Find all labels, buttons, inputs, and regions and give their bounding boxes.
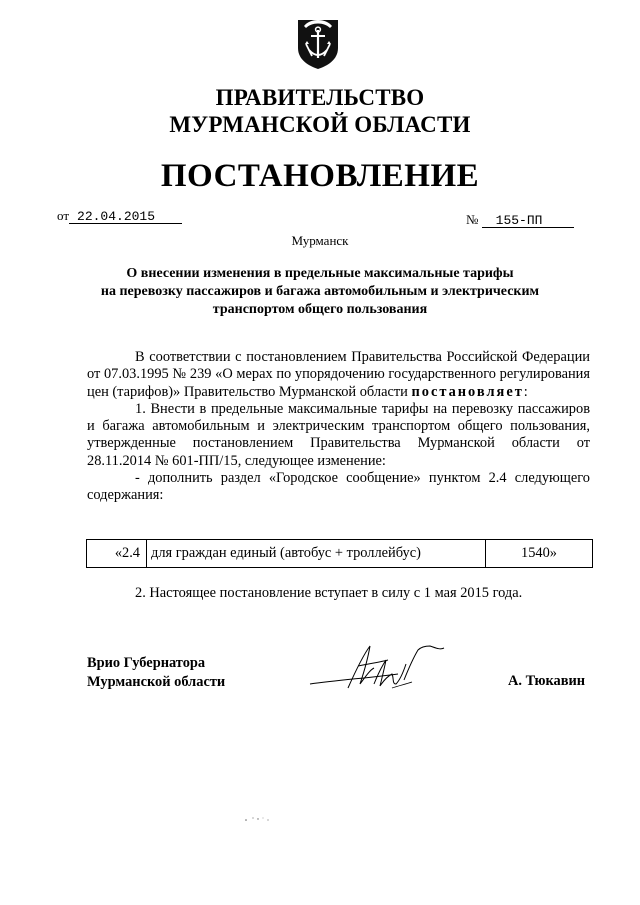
title-line: транспортом общего пользования xyxy=(212,302,428,317)
number-prefix: № xyxy=(466,212,479,227)
scan-specks xyxy=(244,815,274,823)
government-name-line1: ПРАВИТЕЛЬСТВО xyxy=(215,85,425,110)
signatory-position xyxy=(87,654,225,692)
signatory-name: А. Тюкавин xyxy=(508,673,586,689)
tariff-price-cell: 1540» xyxy=(486,540,593,568)
decree-colon: : xyxy=(523,383,528,400)
tariff-description-cell: для граждан единый (автобус + троллейбус) xyxy=(147,540,486,568)
item-2-paragraph: 2. Настоящее постановление вступает в силу с 1 мая 2015 года. xyxy=(135,585,523,601)
intro-paragraph xyxy=(87,349,590,401)
date-prefix: от xyxy=(57,208,70,223)
tariff-code-cell: «2.4 xyxy=(87,540,147,568)
number-value: 155-ПП xyxy=(482,214,574,228)
document-body xyxy=(87,349,590,505)
government-name-line2: МУРМАНСКОЙ ОБЛАСТИ xyxy=(169,112,471,137)
title-line: на перевозку пассажиров и багажа автомобильным и электрическим xyxy=(100,284,540,299)
date-value: 22.04.2015 xyxy=(69,210,182,224)
handwritten-signature xyxy=(308,640,448,696)
position-line: Врио Губернатора xyxy=(87,655,206,671)
document-date xyxy=(57,208,182,224)
document-title xyxy=(80,265,560,319)
document-number xyxy=(466,212,574,228)
position-line: Мурманской области xyxy=(87,674,226,690)
tariff-table xyxy=(86,539,593,568)
table-row xyxy=(87,540,593,568)
item-1-paragraph: 1. Внести в предельные максимальные тарифы на перевозку пассажиров и багажа автомобильным и электрическим транспортом общего пользования, утвержденные постановлением Правительства Мурманской области от 28.11.2014 № 601-ПП/15, следующее изменение: xyxy=(87,400,590,469)
title-line: О внесении изменения в предельные максимальные тарифы xyxy=(126,266,514,281)
item-1-sub-paragraph: - дополнить раздел «Городское сообщение» пунктом 2.4 следующего содержания: xyxy=(87,470,590,504)
decree-word: постановляет xyxy=(411,383,524,400)
coat-of-arms-icon xyxy=(296,14,340,70)
document-city: Мурманск xyxy=(291,233,349,248)
document-type-heading: ПОСТАНОВЛЕНИЕ xyxy=(160,158,480,194)
intro-text: В соответствии с постановлением Правительства Российской Федерации от 07.03.1995 № 239 «О мерах по упорядочению государственного регулирования цен (тарифов)» Правительство Мурманской области xyxy=(87,349,590,400)
